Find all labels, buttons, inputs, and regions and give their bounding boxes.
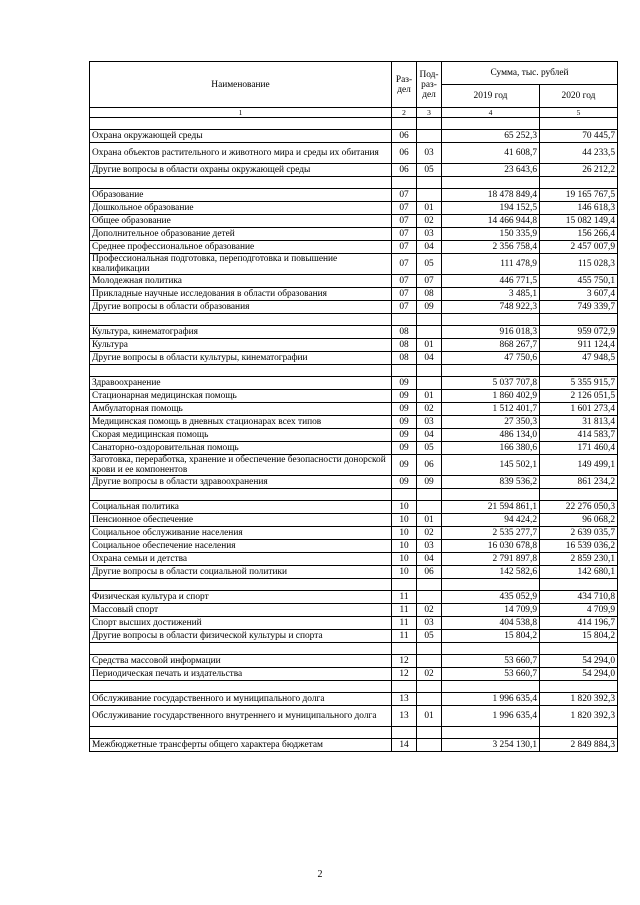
spacer-row <box>90 579 618 591</box>
podrazdel-cell <box>417 377 442 390</box>
empty-cell <box>90 314 392 326</box>
razdel-cell: 07 <box>392 202 417 215</box>
amount-2019-cell: 3 485,1 <box>442 288 540 301</box>
empty-cell <box>392 489 417 501</box>
amount-2020-cell: 2 126 051,5 <box>540 390 618 403</box>
section-row <box>90 501 618 514</box>
podrazdel-cell: 02 <box>417 527 442 540</box>
razdel-cell: 12 <box>392 668 417 681</box>
empty-cell <box>540 727 618 739</box>
empty-cell <box>392 118 417 130</box>
empty-cell <box>540 489 618 501</box>
empty-cell <box>90 681 392 693</box>
table-row <box>90 540 618 553</box>
amount-2020-cell: 19 165 767,5 <box>540 189 618 202</box>
podrazdel-cell: 02 <box>417 668 442 681</box>
razdel-cell: 07 <box>392 228 417 241</box>
table-row <box>90 553 618 566</box>
amount-2020-cell: 1 820 392,3 <box>540 693 618 706</box>
section-row <box>90 326 618 339</box>
podrazdel-cell <box>417 189 442 202</box>
empty-cell <box>90 727 392 739</box>
podrazdel-cell: 02 <box>417 403 442 416</box>
amount-2019-cell: 1 996 635,4 <box>442 693 540 706</box>
amount-2019-cell: 145 502,1 <box>442 455 540 476</box>
table-row <box>90 275 618 288</box>
name-cell: Среднее профессиональное образование <box>90 241 392 254</box>
razdel-cell: 13 <box>392 706 417 727</box>
empty-cell <box>90 365 392 377</box>
podrazdel-cell: 04 <box>417 553 442 566</box>
razdel-cell: 07 <box>392 215 417 228</box>
razdel-cell: 08 <box>392 339 417 352</box>
name-cell: Охрана семьи и детства <box>90 553 392 566</box>
podrazdel-cell: 04 <box>417 241 442 254</box>
amount-2019-cell: 486 134,0 <box>442 429 540 442</box>
amount-2019-cell: 65 252,3 <box>442 130 540 143</box>
name-cell: Образование <box>90 189 392 202</box>
razdel-cell: 09 <box>392 403 417 416</box>
name-cell: Здравоохранение <box>90 377 392 390</box>
razdel-cell: 09 <box>392 377 417 390</box>
name-cell: Другие вопросы в области культуры, кинематографии <box>90 352 392 365</box>
name-cell: Массовый спорт <box>90 604 392 617</box>
amount-2019-cell: 47 750,6 <box>442 352 540 365</box>
razdel-cell: 10 <box>392 553 417 566</box>
empty-cell <box>540 643 618 655</box>
spacer-row <box>90 489 618 501</box>
table-row <box>90 617 618 630</box>
podrazdel-cell: 05 <box>417 254 442 275</box>
razdel-cell: 09 <box>392 390 417 403</box>
empty-cell <box>442 118 540 130</box>
podrazdel-cell: 03 <box>417 416 442 429</box>
empty-cell <box>90 579 392 591</box>
amount-2020-cell: 2 457 007,9 <box>540 241 618 254</box>
amount-2019-cell: 916 018,3 <box>442 326 540 339</box>
razdel-cell: 07 <box>392 288 417 301</box>
amount-2020-cell: 749 339,7 <box>540 301 618 314</box>
name-cell: Культура, кинематография <box>90 326 392 339</box>
razdel-cell: 11 <box>392 591 417 604</box>
razdel-cell: 10 <box>392 514 417 527</box>
empty-cell <box>90 643 392 655</box>
name-cell: Заготовка, переработка, хранение и обеспечение безопасности донорской крови и ее компонентов <box>90 455 392 476</box>
spacer-row <box>90 643 618 655</box>
amount-2020-cell: 149 499,1 <box>540 455 618 476</box>
name-cell: Периодическая печать и издательства <box>90 668 392 681</box>
name-cell: Другие вопросы в области социальной политики <box>90 566 392 579</box>
empty-cell <box>417 118 442 130</box>
amount-2020-cell: 26 212,2 <box>540 164 618 177</box>
name-cell: Пенсионное обеспечение <box>90 514 392 527</box>
empty-cell <box>90 118 392 130</box>
header-summa: Сумма, тыс. рублей <box>442 62 618 85</box>
table-row <box>90 339 618 352</box>
amount-2019-cell: 404 538,8 <box>442 617 540 630</box>
empty-cell <box>540 118 618 130</box>
table-row <box>90 442 618 455</box>
podrazdel-cell <box>417 326 442 339</box>
table-row <box>90 416 618 429</box>
podrazdel-cell: 06 <box>417 455 442 476</box>
amount-2020-cell: 3 607,4 <box>540 288 618 301</box>
amount-2020-cell: 2 849 884,3 <box>540 739 618 752</box>
name-cell: Медицинская помощь в дневных стационарах всех типов <box>90 416 392 429</box>
empty-cell <box>540 365 618 377</box>
spacer-row <box>90 177 618 189</box>
name-cell: Социальная политика <box>90 501 392 514</box>
razdel-cell: 06 <box>392 130 417 143</box>
empty-cell <box>392 579 417 591</box>
razdel-cell: 06 <box>392 164 417 177</box>
amount-2020-cell: 70 445,7 <box>540 130 618 143</box>
amount-2019-cell: 166 380,6 <box>442 442 540 455</box>
amount-2019-cell: 1 512 401,7 <box>442 403 540 416</box>
podrazdel-cell: 02 <box>417 604 442 617</box>
razdel-cell: 10 <box>392 501 417 514</box>
name-cell: Социальное обеспечение населения <box>90 540 392 553</box>
header-razdel: Раз-дел <box>392 62 417 108</box>
podrazdel-cell: 04 <box>417 429 442 442</box>
razdel-cell: 08 <box>392 352 417 365</box>
name-cell: Обслуживание государственного и муниципального долга <box>90 693 392 706</box>
budget-table <box>89 61 618 752</box>
empty-cell <box>540 579 618 591</box>
podrazdel-cell: 03 <box>417 540 442 553</box>
name-cell: Дополнительное образование детей <box>90 228 392 241</box>
name-cell: Охрана окружающей среды <box>90 130 392 143</box>
name-cell: Профессиональная подготовка, переподготовка и повышение квалификации <box>90 254 392 275</box>
podrazdel-cell <box>417 693 442 706</box>
table-row <box>90 668 618 681</box>
razdel-cell: 07 <box>392 275 417 288</box>
empty-cell <box>417 681 442 693</box>
amount-2019-cell: 435 052,9 <box>442 591 540 604</box>
name-cell: Общее образование <box>90 215 392 228</box>
spacer-row <box>90 118 618 130</box>
podrazdel-cell <box>417 739 442 752</box>
table-row <box>90 352 618 365</box>
page-number: 2 <box>317 869 323 880</box>
podrazdel-cell <box>417 655 442 668</box>
razdel-cell: 07 <box>392 254 417 275</box>
table-row <box>90 241 618 254</box>
podrazdel-cell: 01 <box>417 706 442 727</box>
amount-2019-cell: 27 350,3 <box>442 416 540 429</box>
razdel-cell: 11 <box>392 630 417 643</box>
amount-2019-cell: 2 356 758,4 <box>442 241 540 254</box>
table-row <box>90 604 618 617</box>
razdel-cell: 14 <box>392 739 417 752</box>
empty-cell <box>392 681 417 693</box>
empty-cell <box>442 579 540 591</box>
podrazdel-cell: 04 <box>417 352 442 365</box>
name-cell: Физическая культура и спорт <box>90 591 392 604</box>
amount-2020-cell: 861 234,2 <box>540 476 618 489</box>
name-cell: Культура <box>90 339 392 352</box>
amount-2019-cell: 3 254 130,1 <box>442 739 540 752</box>
column-number: 5 <box>540 108 618 118</box>
amount-2020-cell: 2 639 035,7 <box>540 527 618 540</box>
razdel-cell: 09 <box>392 442 417 455</box>
name-cell: Охрана объектов растительного и животного мира и среды их обитания <box>90 143 392 164</box>
empty-cell <box>540 177 618 189</box>
razdel-cell: 09 <box>392 429 417 442</box>
amount-2019-cell: 839 536,2 <box>442 476 540 489</box>
empty-cell <box>90 177 392 189</box>
empty-cell <box>540 314 618 326</box>
amount-2019-cell: 111 478,9 <box>442 254 540 275</box>
amount-2020-cell: 16 539 036,2 <box>540 540 618 553</box>
name-cell: Молодежная политика <box>90 275 392 288</box>
section-row <box>90 693 618 706</box>
empty-cell <box>90 489 392 501</box>
amount-2020-cell: 54 294,0 <box>540 668 618 681</box>
amount-2020-cell: 47 948,5 <box>540 352 618 365</box>
empty-cell <box>442 365 540 377</box>
amount-2019-cell: 41 608,7 <box>442 143 540 164</box>
podrazdel-cell: 08 <box>417 288 442 301</box>
amount-2020-cell: 4 709,9 <box>540 604 618 617</box>
spacer-row <box>90 365 618 377</box>
empty-cell <box>417 643 442 655</box>
amount-2020-cell: 15 082 149,4 <box>540 215 618 228</box>
amount-2020-cell: 22 276 050,3 <box>540 501 618 514</box>
empty-cell <box>417 365 442 377</box>
empty-cell <box>417 727 442 739</box>
name-cell: Дошкольное образование <box>90 202 392 215</box>
name-cell: Обслуживание государственного внутреннего и муниципального долга <box>90 706 392 727</box>
amount-2020-cell: 911 124,4 <box>540 339 618 352</box>
amount-2019-cell: 194 152,5 <box>442 202 540 215</box>
amount-2020-cell: 142 680,1 <box>540 566 618 579</box>
amount-2020-cell: 96 068,2 <box>540 514 618 527</box>
amount-2019-cell: 14 709,9 <box>442 604 540 617</box>
empty-cell <box>442 177 540 189</box>
section-row <box>90 739 618 752</box>
table-body <box>90 118 618 752</box>
podrazdel-cell: 02 <box>417 215 442 228</box>
table-row <box>90 514 618 527</box>
spacer-row <box>90 681 618 693</box>
amount-2019-cell: 94 424,2 <box>442 514 540 527</box>
table-row <box>90 566 618 579</box>
amount-2020-cell: 959 072,9 <box>540 326 618 339</box>
name-cell: Скорая медицинская помощь <box>90 429 392 442</box>
razdel-cell: 12 <box>392 655 417 668</box>
table-row <box>90 202 618 215</box>
header-year-2019: 2019 год <box>442 85 540 108</box>
amount-2020-cell: 414 196,7 <box>540 617 618 630</box>
name-cell: Средства массовой информации <box>90 655 392 668</box>
podrazdel-cell: 09 <box>417 301 442 314</box>
table-row <box>90 403 618 416</box>
empty-cell <box>442 314 540 326</box>
table-row <box>90 527 618 540</box>
spacer-row <box>90 727 618 739</box>
amount-2019-cell: 1 860 402,9 <box>442 390 540 403</box>
table-row <box>90 254 618 275</box>
podrazdel-cell: 05 <box>417 442 442 455</box>
razdel-cell: 06 <box>392 143 417 164</box>
amount-2020-cell: 5 355 915,7 <box>540 377 618 390</box>
column-number: 2 <box>392 108 417 118</box>
amount-2020-cell: 414 583,7 <box>540 429 618 442</box>
name-cell: Другие вопросы в области здравоохранения <box>90 476 392 489</box>
razdel-cell: 10 <box>392 540 417 553</box>
podrazdel-cell <box>417 591 442 604</box>
empty-cell <box>442 489 540 501</box>
amount-2020-cell: 171 460,4 <box>540 442 618 455</box>
empty-cell <box>392 314 417 326</box>
razdel-cell: 09 <box>392 455 417 476</box>
amount-2019-cell: 1 996 635,4 <box>442 706 540 727</box>
razdel-cell: 11 <box>392 604 417 617</box>
header-name: Наименование <box>90 62 392 108</box>
section-row <box>90 377 618 390</box>
amount-2020-cell: 146 618,3 <box>540 202 618 215</box>
header-podrazdel: Под-раз-дел <box>417 62 442 108</box>
amount-2020-cell: 115 028,3 <box>540 254 618 275</box>
section-row <box>90 655 618 668</box>
razdel-cell: 07 <box>392 189 417 202</box>
razdel-cell: 07 <box>392 241 417 254</box>
amount-2020-cell: 15 804,2 <box>540 630 618 643</box>
razdel-cell: 13 <box>392 693 417 706</box>
amount-2020-cell: 2 859 230,1 <box>540 553 618 566</box>
amount-2020-cell: 1 601 273,4 <box>540 403 618 416</box>
table-row <box>90 476 618 489</box>
amount-2019-cell: 868 267,7 <box>442 339 540 352</box>
podrazdel-cell: 05 <box>417 164 442 177</box>
name-cell: Межбюджетные трансферты общего характера бюджетам <box>90 739 392 752</box>
podrazdel-cell: 05 <box>417 630 442 643</box>
amount-2019-cell: 16 030 678,8 <box>442 540 540 553</box>
razdel-cell: 09 <box>392 476 417 489</box>
table-row <box>90 143 618 164</box>
name-cell: Другие вопросы в области образования <box>90 301 392 314</box>
empty-cell <box>392 177 417 189</box>
amount-2019-cell: 53 660,7 <box>442 668 540 681</box>
podrazdel-cell: 01 <box>417 202 442 215</box>
name-cell: Стационарная медицинская помощь <box>90 390 392 403</box>
podrazdel-cell: 06 <box>417 566 442 579</box>
empty-cell <box>540 681 618 693</box>
amount-2019-cell: 23 643,6 <box>442 164 540 177</box>
podrazdel-cell <box>417 501 442 514</box>
podrazdel-cell: 01 <box>417 514 442 527</box>
amount-2020-cell: 434 710,8 <box>540 591 618 604</box>
amount-2020-cell: 156 266,4 <box>540 228 618 241</box>
amount-2020-cell: 1 820 392,3 <box>540 706 618 727</box>
razdel-cell: 08 <box>392 326 417 339</box>
amount-2020-cell: 54 294,0 <box>540 655 618 668</box>
empty-cell <box>442 727 540 739</box>
name-cell: Социальное обслуживание населения <box>90 527 392 540</box>
section-row <box>90 591 618 604</box>
amount-2019-cell: 5 037 707,8 <box>442 377 540 390</box>
table-row <box>90 164 618 177</box>
podrazdel-cell: 01 <box>417 339 442 352</box>
column-number: 4 <box>442 108 540 118</box>
podrazdel-cell: 07 <box>417 275 442 288</box>
razdel-cell: 11 <box>392 617 417 630</box>
amount-2019-cell: 142 582,6 <box>442 566 540 579</box>
podrazdel-cell <box>417 130 442 143</box>
table-row <box>90 390 618 403</box>
amount-2019-cell: 2 791 897,8 <box>442 553 540 566</box>
amount-2019-cell: 15 804,2 <box>442 630 540 643</box>
table-row <box>90 228 618 241</box>
empty-cell <box>417 314 442 326</box>
amount-2019-cell: 446 771,5 <box>442 275 540 288</box>
razdel-cell: 10 <box>392 566 417 579</box>
podrazdel-cell: 01 <box>417 390 442 403</box>
razdel-cell: 07 <box>392 301 417 314</box>
empty-cell <box>417 579 442 591</box>
podrazdel-cell: 03 <box>417 228 442 241</box>
spacer-row <box>90 314 618 326</box>
section-row <box>90 130 618 143</box>
name-cell: Санаторно-оздоровительная помощь <box>90 442 392 455</box>
table-row <box>90 429 618 442</box>
empty-cell <box>392 643 417 655</box>
section-row <box>90 189 618 202</box>
razdel-cell: 10 <box>392 527 417 540</box>
name-cell: Прикладные научные исследования в области образования <box>90 288 392 301</box>
name-cell: Другие вопросы в области охраны окружающей среды <box>90 164 392 177</box>
amount-2020-cell: 31 813,4 <box>540 416 618 429</box>
empty-cell <box>417 177 442 189</box>
table-row <box>90 455 618 476</box>
empty-cell <box>392 365 417 377</box>
podrazdel-cell: 09 <box>417 476 442 489</box>
table-row <box>90 215 618 228</box>
empty-cell <box>392 727 417 739</box>
header-year-2020: 2020 год <box>540 85 618 108</box>
amount-2019-cell: 53 660,7 <box>442 655 540 668</box>
amount-2019-cell: 21 594 861,1 <box>442 501 540 514</box>
name-cell: Амбулаторная помощь <box>90 403 392 416</box>
column-number: 3 <box>417 108 442 118</box>
table-row <box>90 301 618 314</box>
amount-2019-cell: 14 466 944,8 <box>442 215 540 228</box>
column-number: 1 <box>90 108 392 118</box>
podrazdel-cell: 03 <box>417 617 442 630</box>
name-cell: Спорт высших достижений <box>90 617 392 630</box>
amount-2019-cell: 18 478 849,4 <box>442 189 540 202</box>
amount-2019-cell: 150 335,9 <box>442 228 540 241</box>
table-row <box>90 630 618 643</box>
name-cell: Другие вопросы в области физической культуры и спорта <box>90 630 392 643</box>
empty-cell <box>442 643 540 655</box>
amount-2020-cell: 455 750,1 <box>540 275 618 288</box>
table-row <box>90 706 618 727</box>
empty-cell <box>442 681 540 693</box>
razdel-cell: 09 <box>392 416 417 429</box>
podrazdel-cell: 03 <box>417 143 442 164</box>
amount-2019-cell: 748 922,3 <box>442 301 540 314</box>
amount-2020-cell: 44 233,5 <box>540 143 618 164</box>
empty-cell <box>417 489 442 501</box>
table-row <box>90 288 618 301</box>
amount-2019-cell: 2 535 277,7 <box>442 527 540 540</box>
